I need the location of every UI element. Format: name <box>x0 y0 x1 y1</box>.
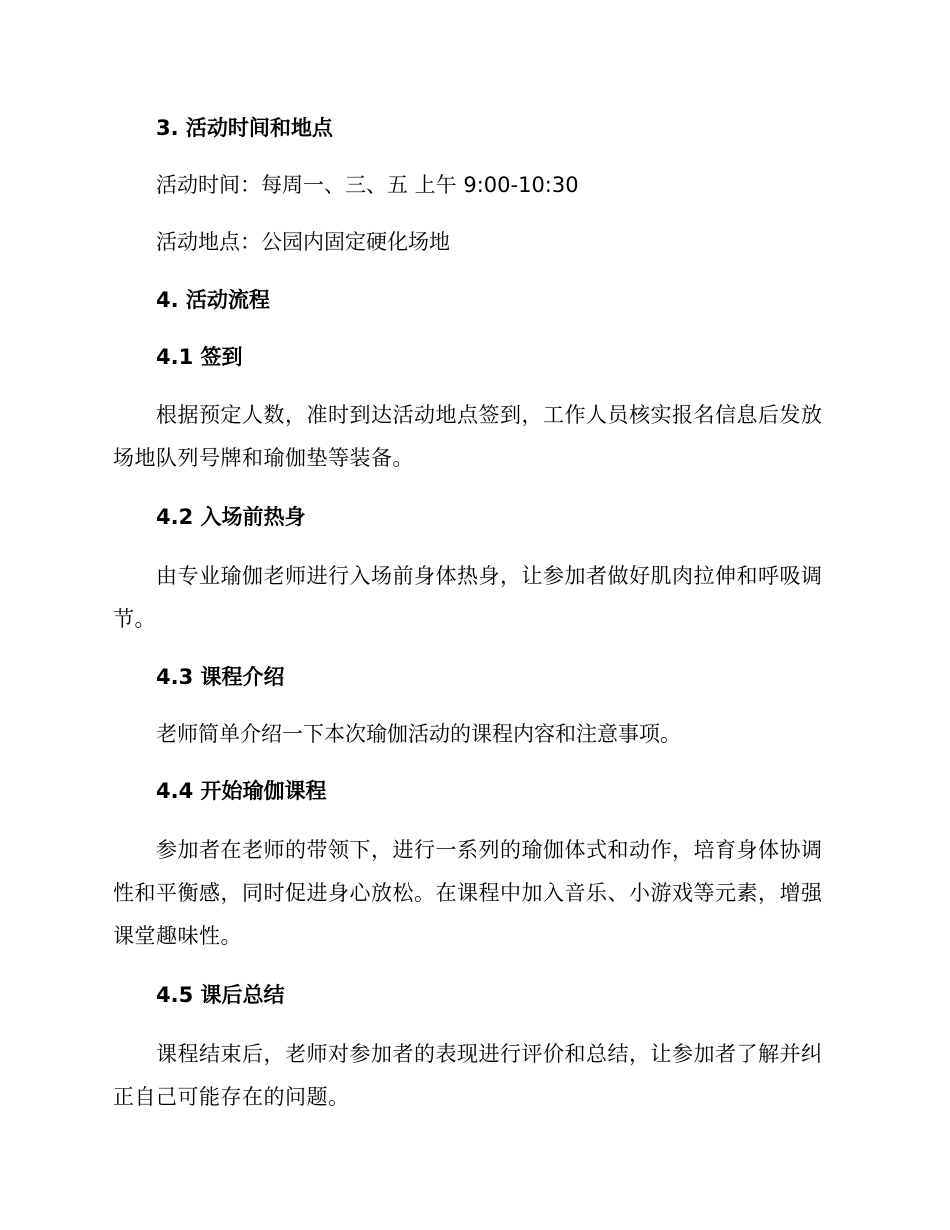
subsection-4-3-heading: 4.3 课程介绍 <box>156 665 285 689</box>
subsection-4-4-heading: 4.4 开始瑜伽课程 <box>156 779 327 803</box>
subsection-4-1-heading: 4.1 签到 <box>156 345 243 369</box>
subsection-4-3-text: 老师简单介绍一下本次瑜伽活动的课程内容和注意事项。 <box>156 722 681 746</box>
subsection-4-5-text: 课程结束后，老师对参加者的表现进行评价和总结，让参加者了解并纠正自己可能存在的问题。 <box>113 1042 823 1109</box>
subsection-4-4-text: 参加者在老师的带领下，进行一系列的瑜伽体式和动作，培育身体协调性和平衡感，同时促进身心放松。在课程中加入音乐、小游戏等元素，增强课堂趣味性。 <box>113 838 823 948</box>
section-4-heading: 4. 活动流程 <box>156 288 270 312</box>
activity-place-line: 活动地点：公园内固定硬化场地 <box>156 230 450 254</box>
subsection-4-2-heading: 4.2 入场前热身 <box>156 505 306 529</box>
section-3-heading: 3. 活动时间和地点 <box>156 116 333 140</box>
subsection-4-1-text: 根据预定人数，准时到达活动地点签到，工作人员核实报名信息后发放场地队列号牌和瑜伽垫等装备。 <box>113 403 823 470</box>
subsection-4-5-heading: 4.5 课后总结 <box>156 983 285 1007</box>
activity-time-line: 活动时间：每周一、三、五 上午 9:00-10:30 <box>156 173 579 197</box>
subsection-4-2-text: 由专业瑜伽老师进行入场前身体热身，让参加者做好肌肉拉伸和呼吸调节。 <box>113 564 823 631</box>
